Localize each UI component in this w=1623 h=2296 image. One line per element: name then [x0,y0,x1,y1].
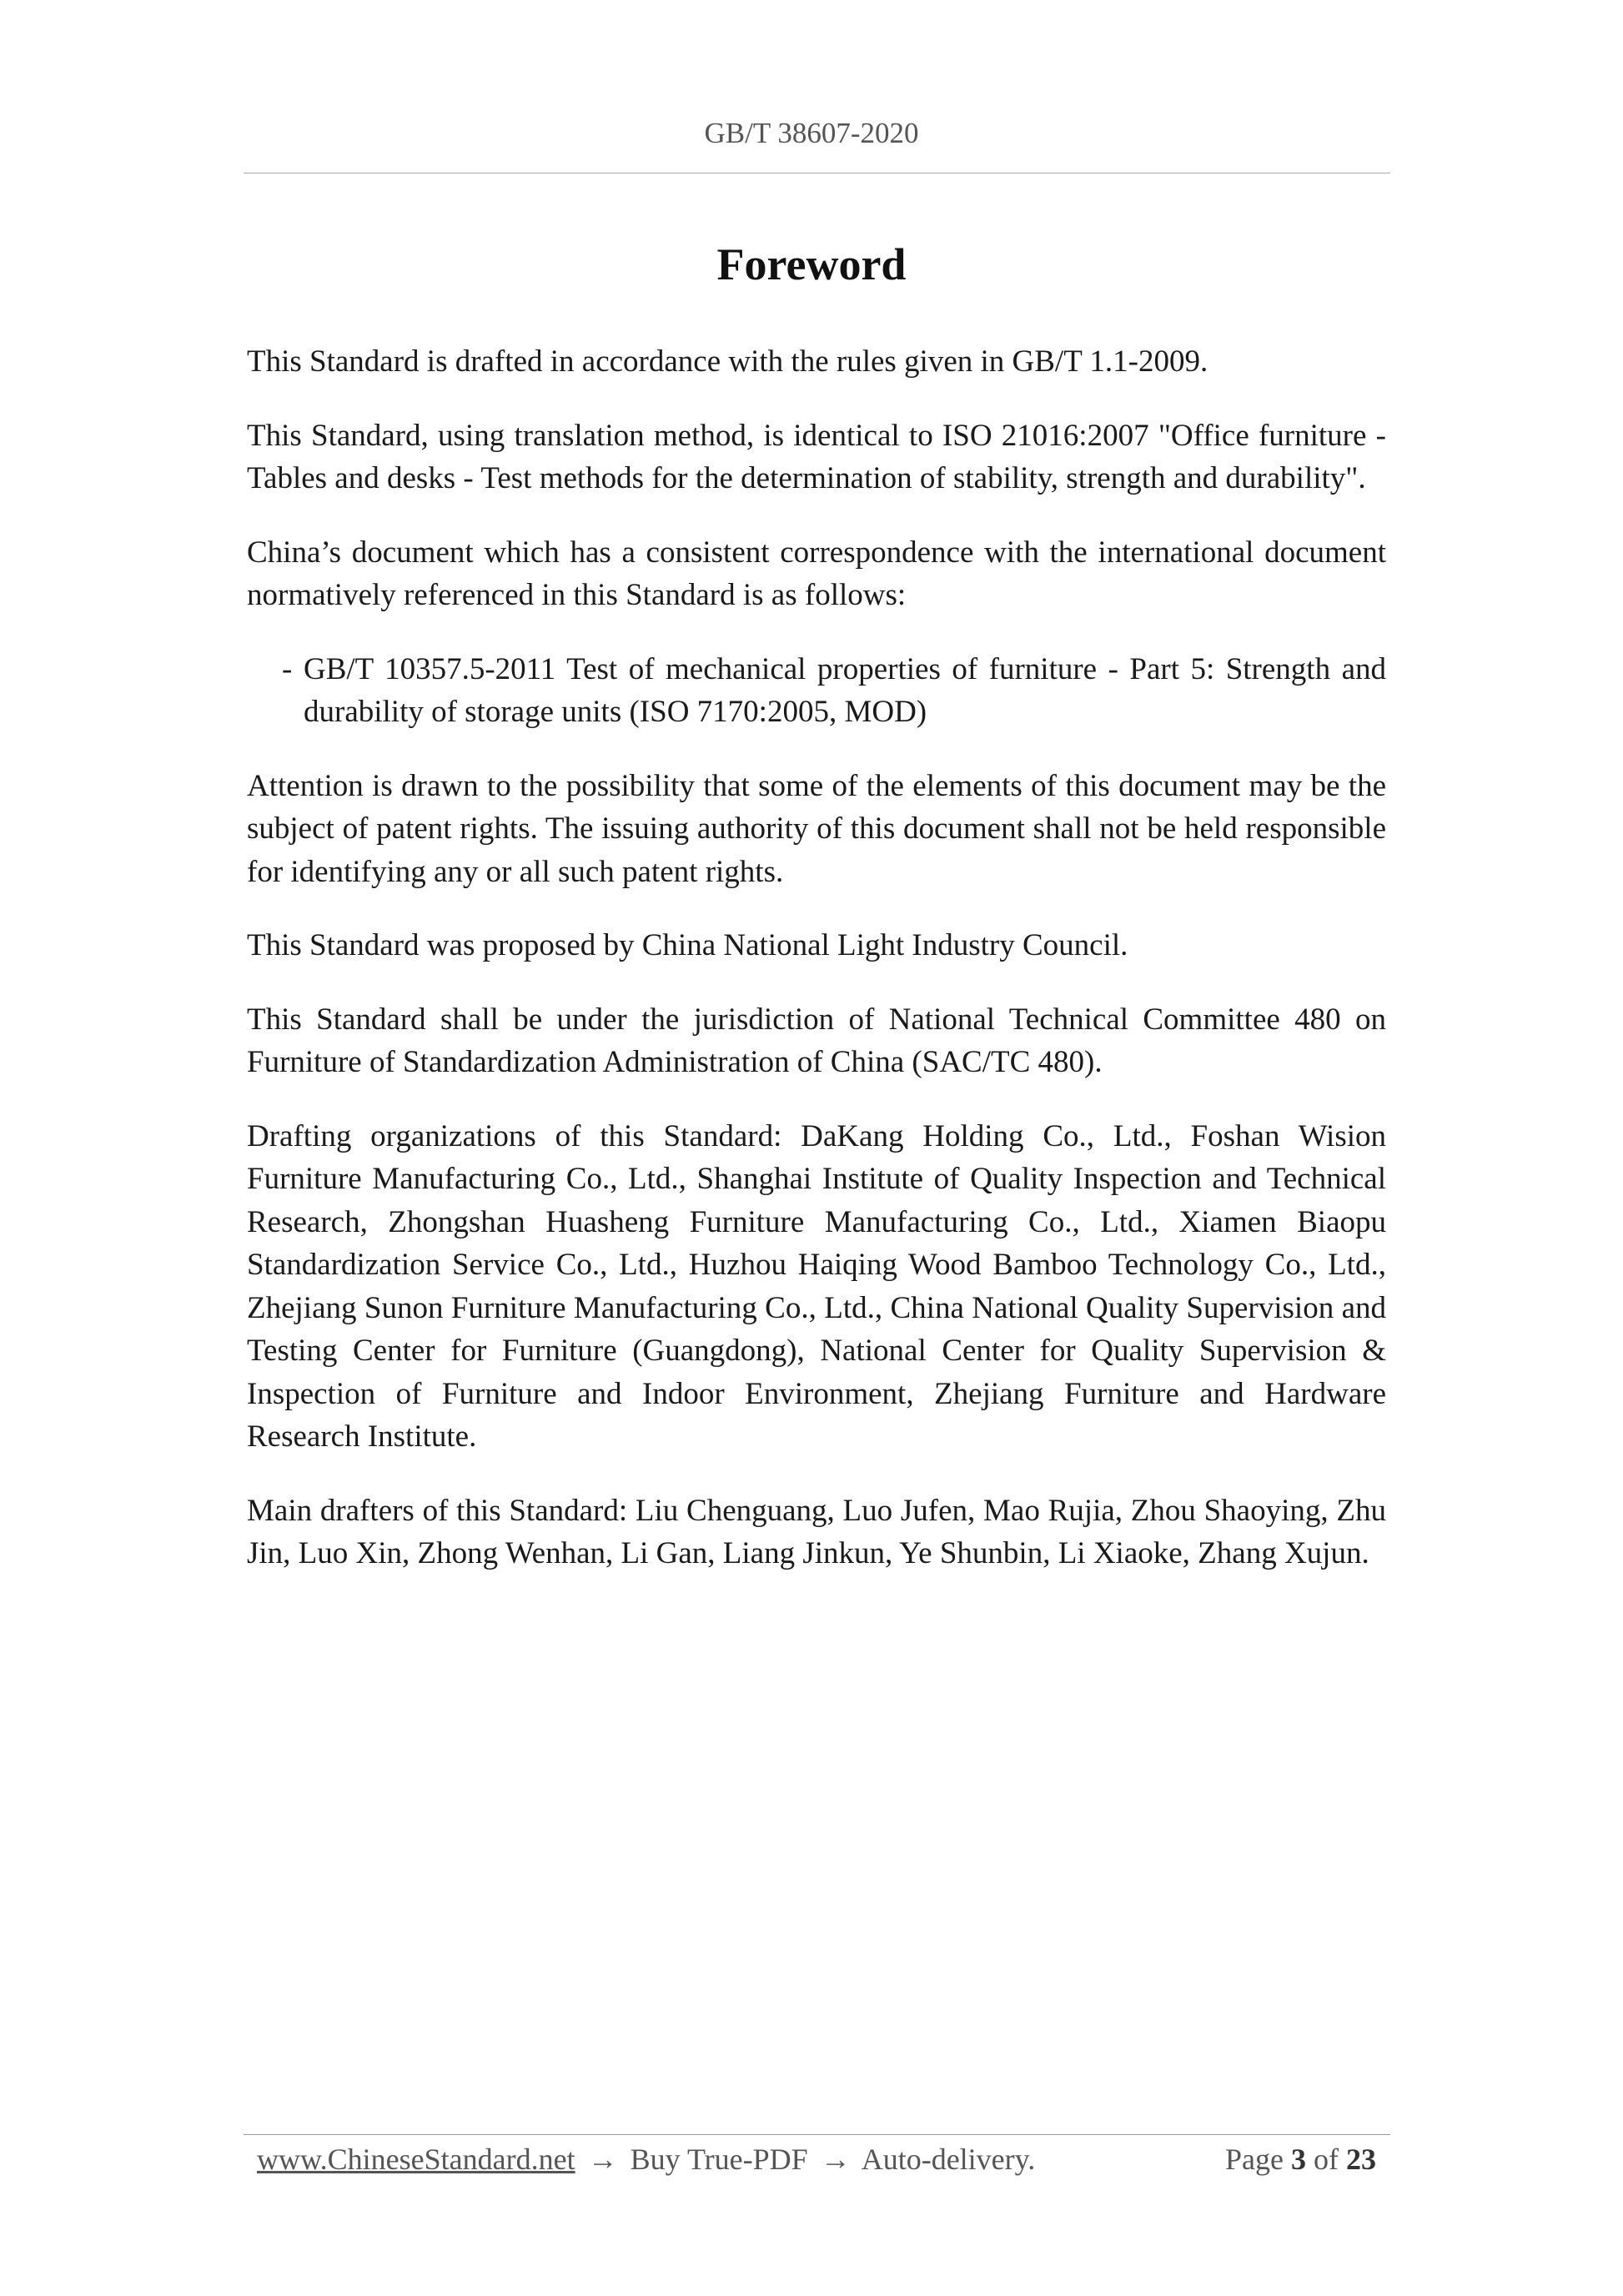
paragraph-translation-method: This Standard, using translation method, is identical to ISO 21016:2007 "Office furniture - Tables and desks - Test methods for the determination of stability, strength and durability". [247,418,1386,495]
paragraph-drafting-organizations: Drafting organizations of this Standard: DaKang Holding Co., Ltd., Foshan Wision Furniture Manufacturing Co., Ltd., Shanghai Institute of Quality Inspection and Technical Research, Zhongshan Huasheng Furniture Manufacturing Co., Ltd., Xiamen Biaopu Standardization Service Co., Ltd., Huzhou Haiqing Wood Bamboo Technology Co., Ltd., Zhejiang Sunon Furniture Manufacturing Co., Ltd., China National Quality Supervision and Testing Center for Furniture (Guangdong), National Center for Quality Supervision & Inspection of Furniture and Indoor Environment, Zhejiang Furniture and Hardware Research Institute. [247,1118,1386,1454]
of-label: of [1314,2143,1339,2176]
footer-promo [257,2142,1035,2177]
list-item-reference [247,648,1386,734]
page-number [1225,2142,1376,2177]
footer-divider [244,2134,1390,2135]
list-bullet: - [282,651,293,686]
website-link[interactable]: www.ChineseStandard.net [257,2143,575,2176]
paragraph-proposed-by: This Standard was proposed by China National Light Industry Council. [247,928,1128,962]
paragraph-correspondence: China’s document which has a consistent correspondence with the international document normatively referenced in this Standard is as follows: [247,535,1386,612]
auto-delivery-text: Auto-delivery. [861,2143,1036,2176]
page-title: Foreword [716,239,907,289]
page-label: Page [1225,2143,1284,2176]
page-total: 23 [1346,2143,1376,2176]
arrow-right-icon: → [587,2143,618,2176]
document-body [247,340,1386,1606]
buy-pdf-text: Buy True-PDF [630,2143,808,2176]
page-header-doc-id: GB/T 38607-2020 [704,117,919,149]
paragraph-patent-rights: Attention is drawn to the possibility that some of the elements of this document may be the subject of patent rights. The issuing authority of this document shall not be held responsible for identifying any or all such patent rights. [247,768,1386,889]
page-current: 3 [1291,2143,1306,2176]
paragraph-main-drafters: Main drafters of this Standard: Liu Chenguang, Luo Jufen, Mao Rujia, Zhou Shaoying, Zhu Jin, Luo Xin, Zhong Wenhan, Li Gan, Liang Jinkun, Ye Shunbin, Li Xiaoke, Zhang Xujun. [247,1493,1386,1570]
list-item-text: GB/T 10357.5-2011 Test of mechanical properties of furniture - Part 5: Strength and durability of storage units (ISO 7170:2005, MOD) [304,651,1386,729]
paragraph-jurisdiction: This Standard shall be under the jurisdiction of National Technical Committee 480 on Furniture of Standardization Administration of China (SAC/TC 480). [247,1002,1386,1079]
arrow-right-icon: → [820,2143,851,2176]
paragraph-drafting-rules: This Standard is drafted in accordance with the rules given in GB/T 1.1-2009. [247,344,1208,379]
